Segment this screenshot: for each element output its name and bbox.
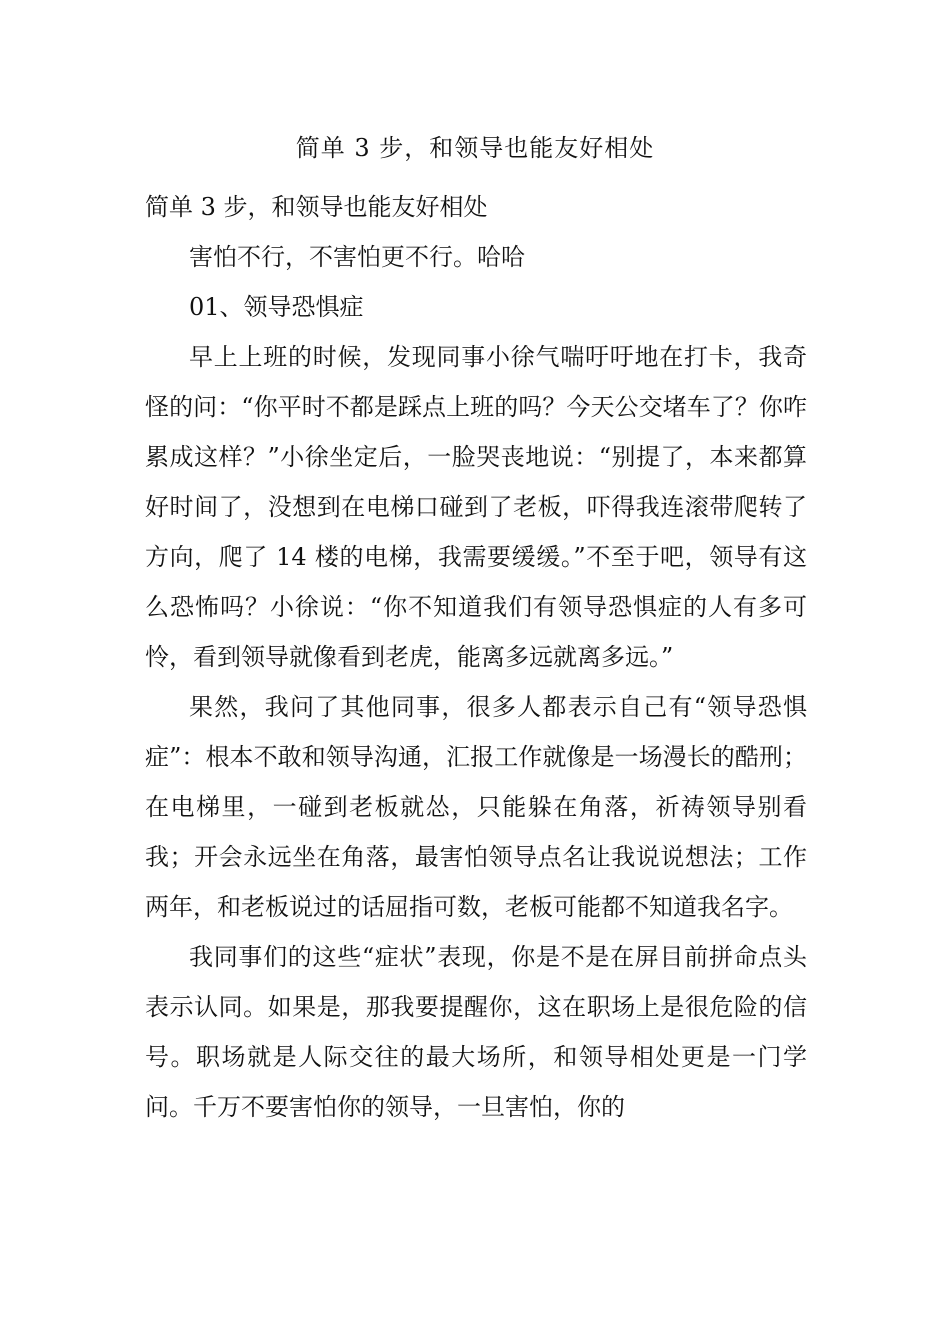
intro-paragraph: 害怕不行，不害怕更不行。哈哈 (189, 243, 525, 271)
document-body (145, 182, 807, 1132)
body-paragraph-2: 果然，我问了其他同事，很多人都表示自己有“领导恐惧症”：根本不敢和领导沟通，汇报工作就像是一场漫长的酷刑；在电梯里，一碰到老板就怂，只能躲在角落，祈祷领导别看我；开会永远坐在角落，最害怕领导点名让我说说想法；工作两年，和老板说过的话屈指可数，老板可能都不知道我名字。 (145, 693, 807, 921)
document-title: 简单 3 步，和领导也能友好相处 (295, 134, 655, 162)
body-paragraph-3: 我同事们的这些“症状”表现，你是不是在屏目前拼命点头表示认同。如果是，那我要提醒你，这在职场上是很危险的信号。职场就是人际交往的最大场所，和领导相处更是一门学问。千万不要害怕你的领导，一旦害怕，你的 (145, 943, 807, 1121)
body-paragraph-1: 早上上班的时候，发现同事小徐气喘吁吁地在打卡，我奇怪的问：“你平时不都是踩点上班的吗？今天公交堵车了？你咋累成这样？”小徐坐定后，一脸哭丧地说：“别提了，本来都算好时间了，没想到在电梯口碰到了老板，吓得我连滚带爬转了方向，爬了 14 楼的电梯，我需要缓缓。”不至于吧，领导有这么恐怖吗？小徐说：“你不知道我们有领导恐惧症的人有多可怜，看到领导就像看到老虎，能离多远就离多远。” (145, 343, 807, 671)
section-heading: 01、领导恐惧症 (189, 293, 364, 321)
document-subtitle: 简单 3 步，和领导也能友好相处 (145, 193, 488, 221)
